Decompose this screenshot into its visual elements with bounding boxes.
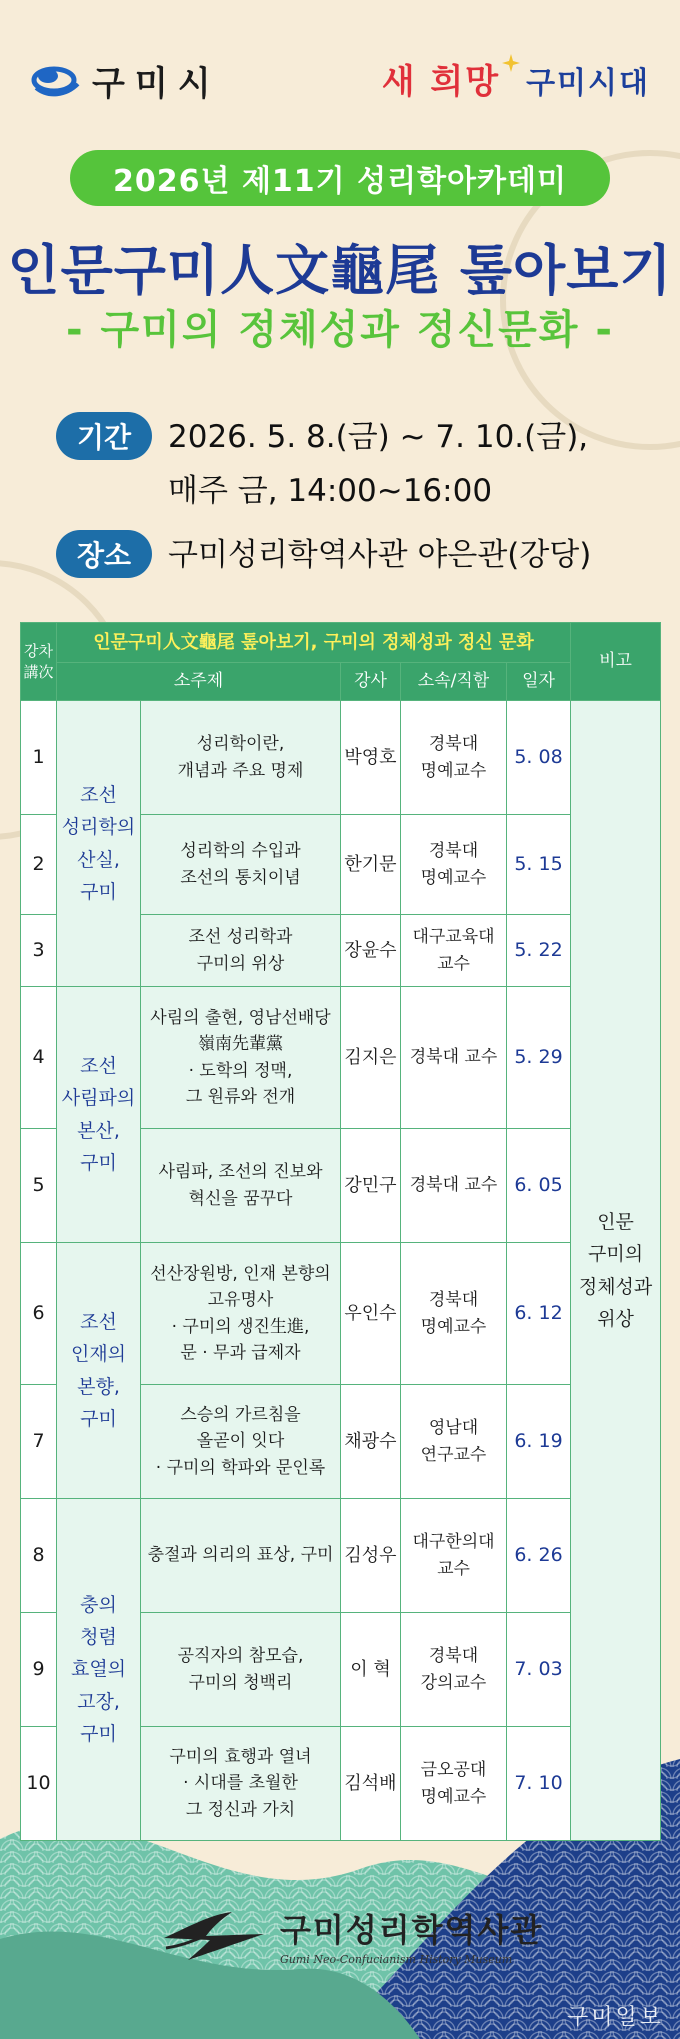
star-icon xyxy=(502,54,520,72)
affiliation: 대구교육대 교수 xyxy=(401,915,507,987)
period-time-text: 매주 금, 14:00~16:00 xyxy=(168,473,493,509)
city-slogan xyxy=(382,54,650,103)
lecture-topic: 스승의 가르침을 올곧이 잇다 · 구미의 학파와 문인록 xyxy=(141,1385,341,1499)
slogan-part2: 구미시대 xyxy=(526,66,650,101)
period-text-block xyxy=(152,412,588,516)
gumi-city-emblem-icon xyxy=(30,62,82,100)
topic-group: 충의 청렴 효열의 고장, 구미 xyxy=(57,1499,141,1841)
lecture-no: 5 xyxy=(21,1129,57,1243)
lecture-date: 5. 15 xyxy=(507,815,571,915)
lecturer: 우인수 xyxy=(341,1243,401,1385)
period-row xyxy=(56,412,588,516)
museum-roof-emblem-icon xyxy=(160,1908,270,1964)
affiliation: 경북대 명예교수 xyxy=(401,1243,507,1385)
remark-cell: 인문 구미의 정체성과 위상 xyxy=(571,701,661,1841)
lecture-date: 6. 12 xyxy=(507,1243,571,1385)
table-row xyxy=(21,1243,661,1385)
lecture-date: 7. 03 xyxy=(507,1613,571,1727)
period-badge: 기간 xyxy=(56,412,152,460)
lecture-topic: 사림파, 조선의 진보와 혁신을 꿈꾸다 xyxy=(141,1129,341,1243)
lecture-topic: 조선 성리학과 구미의 위상 xyxy=(141,915,341,987)
topic-group: 조선 성리학의 산실, 구미 xyxy=(57,701,141,987)
lecture-topic: 선산장원방, 인재 본향의 고유명사 · 구미의 생진生進, 문 · 무과 급제자 xyxy=(141,1243,341,1385)
venue-row xyxy=(56,530,591,580)
lecture-date: 5. 08 xyxy=(507,701,571,815)
lecture-no: 10 xyxy=(21,1727,57,1841)
lecture-no: 8 xyxy=(21,1499,57,1613)
lecture-no: 1 xyxy=(21,701,57,815)
edition-title: 2026년 제11기 성리학아카데미 xyxy=(70,150,610,206)
lecturer: 한기문 xyxy=(341,815,401,915)
museum-english-name: Gumi Neo-Confucianism History Museum xyxy=(280,1953,513,1966)
lecturer: 강민구 xyxy=(341,1129,401,1243)
slogan-part1: 새 희망 xyxy=(381,62,501,102)
affiliation: 경북대 강의교수 xyxy=(401,1613,507,1727)
city-logo xyxy=(30,56,221,105)
lecture-date: 6. 19 xyxy=(507,1385,571,1499)
lecture-topic: 공직자의 참모습, 구미의 청백리 xyxy=(141,1613,341,1727)
lecture-schedule-table xyxy=(20,622,660,1840)
lecture-topic: 성리학이란, 개념과 주요 명제 xyxy=(141,701,341,815)
topic-group: 조선 사림파의 본산, 구미 xyxy=(57,987,141,1243)
col-lecturer-header: 강사 xyxy=(341,663,401,701)
lecture-topic: 충절과 의리의 표상, 구미 xyxy=(141,1499,341,1613)
lecture-no: 3 xyxy=(21,915,57,987)
lecturer: 채광수 xyxy=(341,1385,401,1499)
affiliation: 영남대 연구교수 xyxy=(401,1385,507,1499)
lecture-topic: 구미의 효행과 열녀 · 시대를 초월한 그 정신과 가치 xyxy=(141,1727,341,1841)
lecturer: 김석배 xyxy=(341,1727,401,1841)
col-topic-header: 소주제 xyxy=(57,663,341,701)
lecture-topic: 성리학의 수입과 조선의 통치이념 xyxy=(141,815,341,915)
col-remark-header: 비고 xyxy=(571,623,661,701)
lecture-topic: 사림의 출현, 영남선배당 嶺南先輩黨 · 도학의 정맥, 그 원류와 전개 xyxy=(141,987,341,1129)
lecture-no: 4 xyxy=(21,987,57,1129)
affiliation: 경북대 교수 xyxy=(401,987,507,1129)
program-title-header: 인문구미人文龜尾 톺아보기, 구미의 정체성과 정신 문화 xyxy=(57,623,571,663)
lecture-date: 6. 05 xyxy=(507,1129,571,1243)
sub-title: - 구미의 정체성과 정신문화 - xyxy=(66,307,614,353)
col-date-header: 일자 xyxy=(507,663,571,701)
topic-group: 조선 인재의 본향, 구미 xyxy=(57,1243,141,1499)
lecturer: 김지은 xyxy=(341,987,401,1129)
museum-logo xyxy=(160,1905,543,1966)
affiliation: 대구한의대 교수 xyxy=(401,1499,507,1613)
venue-text: 구미성리학역사관 야은관(강당) xyxy=(168,537,592,573)
table-row xyxy=(21,701,661,815)
main-title: 인문구미人文龜尾 톺아보기 xyxy=(7,239,673,302)
lecture-no: 2 xyxy=(21,815,57,915)
affiliation: 금오공대 명예교수 xyxy=(401,1727,507,1841)
col-affiliation-header: 소속/직함 xyxy=(401,663,507,701)
affiliation: 경북대 명예교수 xyxy=(401,701,507,815)
affiliation: 경북대 교수 xyxy=(401,1129,507,1243)
city-logo-text: 구미시 xyxy=(92,64,221,104)
lecture-no: 9 xyxy=(21,1613,57,1727)
lecturer: 이 혁 xyxy=(341,1613,401,1727)
lecture-no: 6 xyxy=(21,1243,57,1385)
lecturer: 박영호 xyxy=(341,701,401,815)
col-lecture-no-header: 강차 講次 xyxy=(21,623,57,701)
period-text: 2026. 5. 8.(금) ~ 7. 10.(금), xyxy=(168,419,589,455)
affiliation: 경북대 명예교수 xyxy=(401,815,507,915)
lecture-no: 7 xyxy=(21,1385,57,1499)
header-bar xyxy=(30,50,650,110)
lecture-date: 7. 10 xyxy=(507,1727,571,1841)
lecturer: 장윤수 xyxy=(341,915,401,987)
lecture-date: 5. 29 xyxy=(507,987,571,1129)
venue-badge: 장소 xyxy=(56,530,152,578)
newspaper-credit: 구미일보 xyxy=(566,2005,664,2030)
table-row xyxy=(21,1499,661,1613)
museum-name: 구미성리학역사관 xyxy=(280,1911,544,1949)
lecturer: 김성우 xyxy=(341,1499,401,1613)
museum-text xyxy=(280,1905,543,1966)
table-row xyxy=(21,987,661,1129)
lecture-date: 6. 26 xyxy=(507,1499,571,1613)
lecture-date: 5. 22 xyxy=(507,915,571,987)
